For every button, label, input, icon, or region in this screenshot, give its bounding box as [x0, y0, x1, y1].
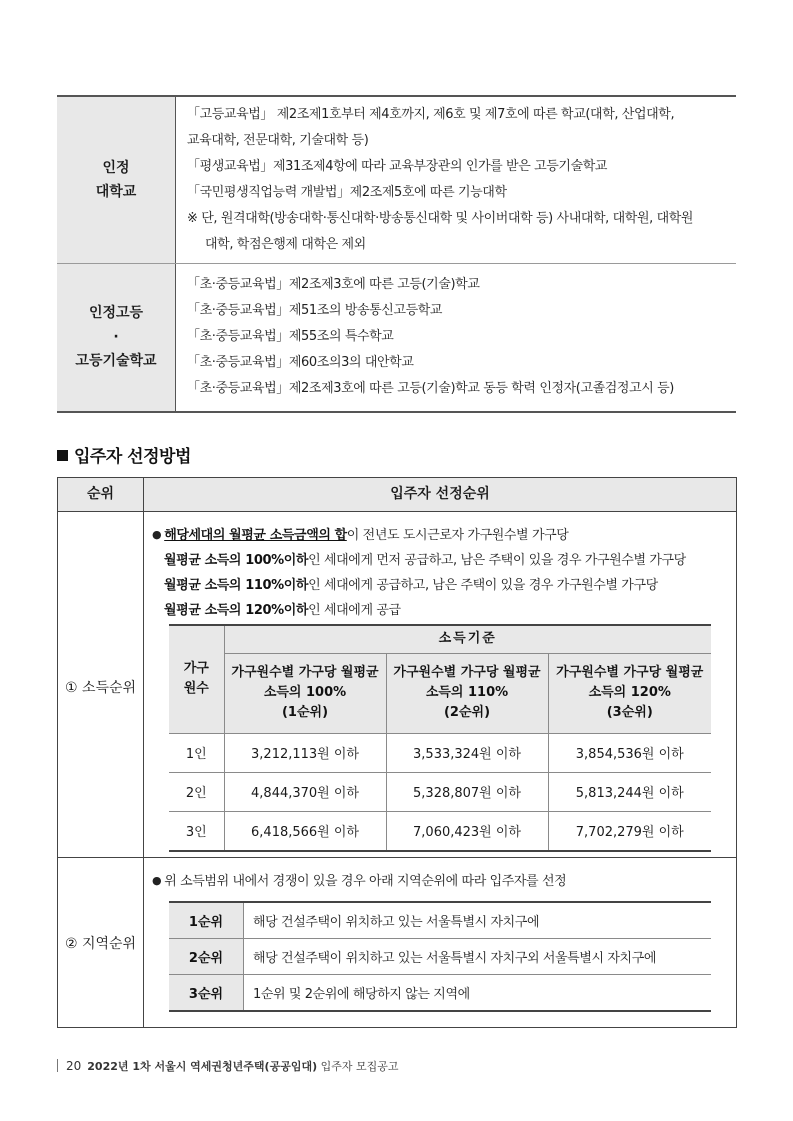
row-header-highschool: 인정고등 · 고등기술학교 — [57, 264, 176, 412]
region-rank-label: ② 지역순위 — [64, 936, 137, 952]
income-col-120: 가구원수별 가구당 월평균 소득의 120% (3순위) — [548, 653, 711, 733]
region-rank-desc: 해당 건설주택이 위치하고 있는 서울특별시 자치구에 — [244, 902, 712, 939]
footer-title: 2022년 1차 서울시 역세권청년주택(공공임대) — [87, 1060, 318, 1073]
table-row — [169, 733, 711, 772]
row-header-university: 인정 대학교 — [57, 96, 176, 264]
income-description: ● 해당세대의 월평균 소득금액의 합이 전년도 도시근로자 가구원수별 가구당 월평균 소득의 100%이하인 세대에게 먼저 공급하고, 남은 주택이 있을 경우 가구원수별 가구당 월평균 소득의 110%이하인 세대에게 공급하고, 남은 주택이 있을 경우 가구원수별 가구당 월평균 소득의 120%이하인 세대에게 공급 — [152, 528, 686, 618]
table-row — [169, 939, 711, 975]
row-divider — [58, 857, 736, 858]
table-row — [169, 902, 711, 939]
page-number: 20 — [66, 1059, 82, 1073]
column-divider — [143, 478, 144, 1027]
household-size: 2인 — [169, 772, 224, 811]
household-size: 1인 — [169, 733, 224, 772]
table-row — [169, 772, 711, 811]
eligibility-row-university — [57, 96, 736, 264]
income-value: 3,854,536원 이하 — [548, 733, 711, 772]
square-bullet-icon — [57, 450, 68, 461]
eligibility-row-highschool — [57, 264, 736, 412]
income-value: 4,844,370원 이하 — [224, 772, 386, 811]
row-content-university — [176, 96, 737, 264]
region-description: ● 위 소득범위 내에서 경쟁이 있을 경우 아래 지역순위에 따라 입주자를 선정 — [152, 874, 567, 889]
row-content-highschool — [176, 264, 737, 412]
region-rank-desc: 1순위 및 2순위에 해당하지 않는 지역에 — [244, 975, 712, 1012]
eligibility-line: 「초·중등교육법」제2조제3호에 따른 고등(기술)학교 동등 학력 인정자(고졸검정고시 등) — [187, 381, 674, 397]
eligibility-line: 교육대학, 전문대학, 기술대학 등) — [187, 133, 369, 148]
income-criteria-table — [169, 624, 711, 852]
region-rank-table — [169, 901, 711, 1012]
eligibility-line: 「초·중등교육법」제51조의 방송통신고등학교 — [187, 303, 443, 319]
footer-subtitle: 입주자 모집공고 — [317, 1060, 399, 1073]
bullet-icon: ● — [152, 528, 162, 541]
table-row — [169, 975, 711, 1012]
income-value: 7,702,279원 이하 — [548, 811, 711, 851]
col-header-rank: 순위 — [86, 486, 115, 502]
income-criteria-header: 소득기준 — [224, 625, 711, 653]
eligibility-line: 「초·중등교육법」제55조의 특수학교 — [187, 329, 394, 345]
region-rank-desc: 해당 건설주택이 위치하고 있는 서울특별시 자치구외 서울특별시 자치구에 — [244, 939, 712, 975]
section-title: 입주자 선정방법 — [57, 442, 191, 467]
eligibility-line: ※ 단, 원격대학(방송대학·통신대학·방송통신대학 및 사이버대학 등) 사내대학, 대학원, 대학원 — [187, 211, 694, 226]
income-col-100: 가구원수별 가구당 월평균 소득의 100% (1순위) — [224, 653, 386, 733]
income-value: 5,813,244원 이하 — [548, 772, 711, 811]
eligibility-line: 대학, 학점은행제 대학은 제외 — [205, 237, 366, 252]
eligibility-line: 「초·중등교육법」제60조의3의 대안학교 — [187, 355, 414, 371]
page-footer — [57, 1058, 398, 1074]
income-value: 3,533,324원 이하 — [386, 733, 548, 772]
income-value: 6,418,566원 이하 — [224, 811, 386, 851]
eligibility-line: 「평생교육법」제31조제4항에 따라 교육부장관의 인가를 받은 고등기술학교 — [187, 159, 608, 174]
income-rank-label: ① 소득순위 — [64, 680, 137, 696]
region-rank: 1순위 — [169, 902, 244, 939]
income-value: 5,328,807원 이하 — [386, 772, 548, 811]
eligibility-line: 「고등교육법」 제2조제1호부터 제4호까지, 제6호 및 제7호에 따른 학교(대학, 산업대학, — [187, 107, 675, 122]
table-row — [169, 811, 711, 851]
income-col-110: 가구원수별 가구당 월평균 소득의 110% (2순위) — [386, 653, 548, 733]
household-size: 3인 — [169, 811, 224, 851]
region-rank: 2순위 — [169, 939, 244, 975]
income-value: 7,060,423원 이하 — [386, 811, 548, 851]
eligibility-table — [57, 95, 736, 413]
region-rank: 3순위 — [169, 975, 244, 1012]
bullet-icon: ● — [152, 874, 162, 887]
eligibility-line: 「국민평생직업능력 개발법」제2조제5호에 따른 기능대학 — [187, 185, 507, 200]
footer-divider — [57, 1059, 58, 1072]
eligibility-line: 「초·중등교육법」제2조제3호에 따른 고등(기술)학교 — [187, 277, 480, 293]
household-size-header: 가구 원수 — [169, 625, 224, 733]
income-value: 3,212,113원 이하 — [224, 733, 386, 772]
col-header-order: 입주자 선정순위 — [390, 486, 490, 502]
